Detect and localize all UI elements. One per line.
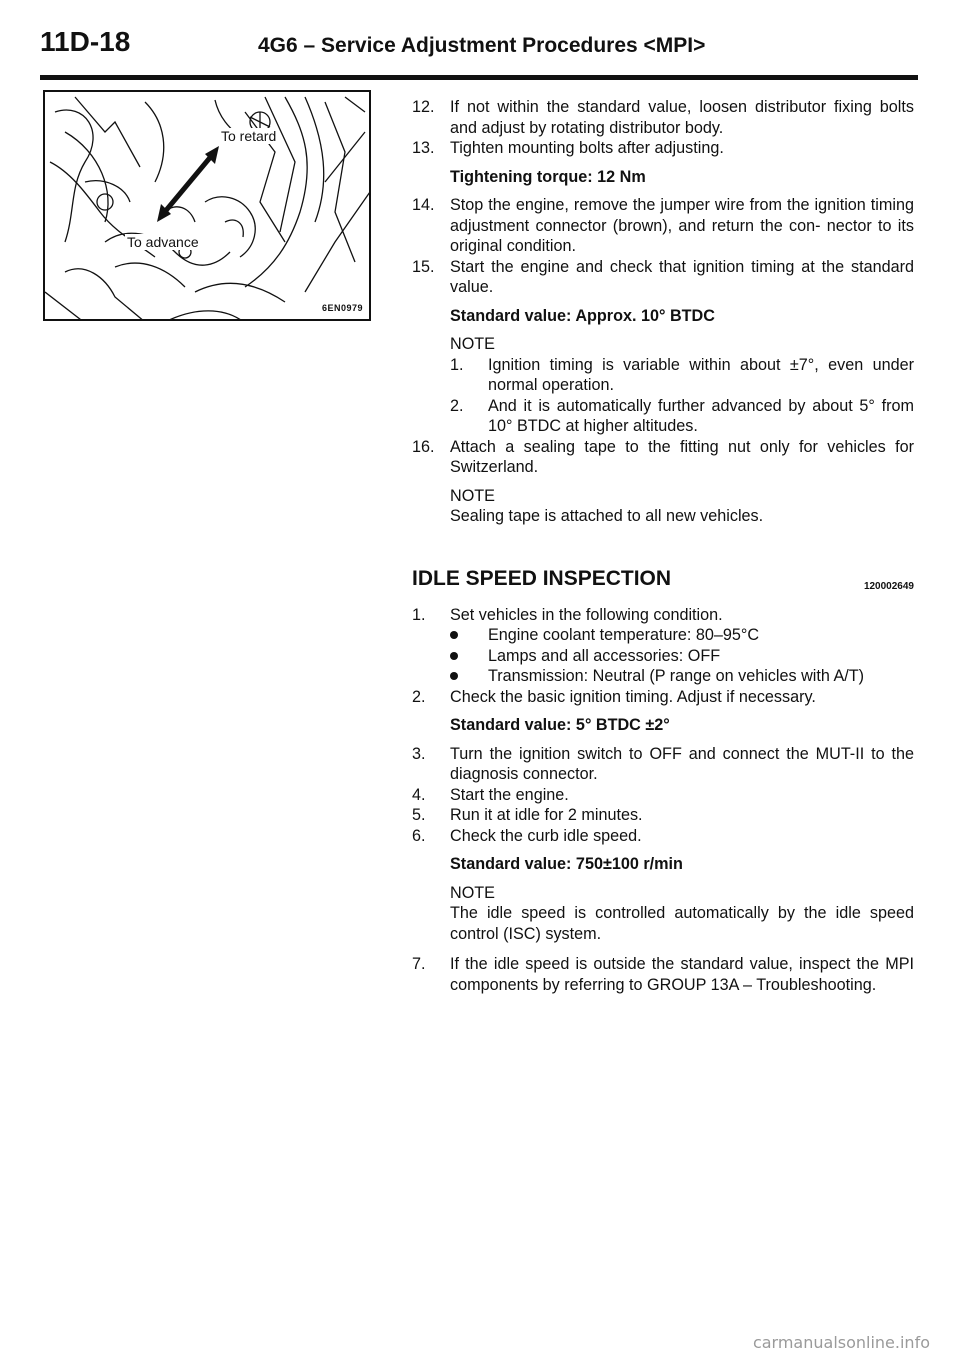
step-text: If not within the standard value, loosen distributor fixing bolts and adjust by rotating distributor body. — [450, 98, 914, 137]
step-text: Run it at idle for 2 minutes. — [450, 806, 643, 824]
note-item-text: And it is automatically further advanced by about 5° from 10° BTDC at higher altitudes. — [488, 396, 914, 435]
step-14 — [412, 195, 914, 257]
idle-step-6 — [412, 826, 914, 847]
idle-step-7 — [412, 954, 914, 995]
note-text: The idle speed is controlled automatically by the idle speed control (ISC) system. — [450, 904, 914, 943]
condition-item — [450, 625, 914, 646]
step-13 — [412, 138, 914, 159]
retard-label: To retard — [221, 128, 277, 144]
note-text: Sealing tape is attached to all new vehicles. — [450, 507, 764, 525]
step-text: Start the engine and check that ignition timing at the standard value. — [450, 257, 914, 296]
note-heading: NOTE — [450, 335, 495, 353]
step-text: Turn the ignition switch to OFF and connect the MUT-II to the diagnosis connector. — [450, 744, 914, 783]
header-rule — [40, 75, 918, 80]
bullet-icon — [450, 672, 458, 680]
condition-item — [450, 646, 914, 667]
page-number: 11D-18 — [40, 26, 131, 57]
note-item-number: 2. — [450, 396, 464, 415]
step-16 — [412, 437, 914, 478]
step-number: 3. — [412, 744, 426, 763]
step-number: 4. — [412, 785, 426, 804]
step-12 — [412, 97, 914, 138]
step-text: Tighten mounting bolts after adjusting. — [450, 139, 724, 157]
idle-step-3 — [412, 744, 914, 785]
step-number: 14. — [412, 196, 435, 214]
idle-step-5 — [412, 805, 914, 826]
idle-spec-timing: Standard value: 5° BTDC ±2° — [450, 716, 670, 734]
section-title: IDLE SPEED INSPECTION — [412, 566, 672, 590]
condition-text: Transmission: Neutral (P range on vehicles with A/T) — [488, 667, 865, 685]
step-number: 1. — [412, 605, 426, 624]
step-number: 13. — [412, 139, 435, 157]
step-number: 5. — [412, 806, 426, 824]
advance-label: To advance — [127, 234, 199, 250]
step-number: 16. — [412, 437, 435, 456]
idle-step-4 — [412, 785, 914, 806]
distributor-figure — [43, 90, 371, 321]
note-item-1 — [412, 355, 914, 396]
step-number: 7. — [412, 955, 426, 973]
step-number: 15. — [412, 257, 435, 276]
condition-text: Engine coolant temperature: 80–95°C — [488, 626, 760, 644]
step-text: If the idle speed is outside the standard value, inspect the MPI components by referring to GROUP 13A – Troubleshooting. — [450, 955, 914, 994]
note-item-text: Ignition timing is variable within about ±7°, even under normal operation. — [488, 355, 914, 394]
idle-step-2 — [412, 687, 914, 708]
watermark: carmanualsonline.info — [752, 1333, 930, 1352]
engine-illustration — [45, 92, 371, 321]
step-text: Check the curb idle speed. — [450, 826, 642, 845]
bullet-icon — [450, 652, 458, 660]
step-number: 12. — [412, 98, 435, 116]
step-text: Start the engine. — [450, 785, 569, 804]
step-text: Set vehicles in the following condition. — [450, 605, 723, 624]
procedure-content — [412, 97, 914, 995]
step-text: Stop the engine, remove the jumper wire from the ignition timing adjustment connector (brown), and return the con- nector to its original condition. — [450, 196, 914, 255]
timing-spec: Standard value: Approx. 10° BTDC — [450, 306, 715, 325]
idle-spec-speed: Standard value: 750±100 r/min — [450, 855, 683, 873]
note-item-2 — [412, 396, 914, 437]
bullet-icon — [450, 631, 458, 639]
condition-text: Lamps and all accessories: OFF — [488, 646, 721, 665]
page-title: 4G6 – Service Adjustment Procedures <MPI> — [258, 34, 706, 57]
note-item-number: 1. — [450, 355, 464, 374]
torque-spec: Tightening torque: 12 Nm — [450, 167, 646, 186]
section-code: 120002649 — [863, 580, 914, 592]
step-number: 2. — [412, 687, 426, 706]
step-number: 6. — [412, 826, 426, 845]
step-text: Check the basic ignition timing. Adjust if necessary. — [450, 687, 816, 706]
figure-code: 6EN0979 — [321, 303, 363, 313]
idle-step-1 — [412, 605, 914, 626]
note-heading: NOTE — [450, 883, 495, 902]
step-15 — [412, 257, 914, 298]
condition-item — [450, 666, 914, 687]
idle-speed-section-header — [412, 566, 914, 599]
step-text: Attach a sealing tape to the fitting nut only for vehicles for Switzerland. — [450, 437, 914, 476]
note-heading: NOTE — [450, 486, 495, 505]
